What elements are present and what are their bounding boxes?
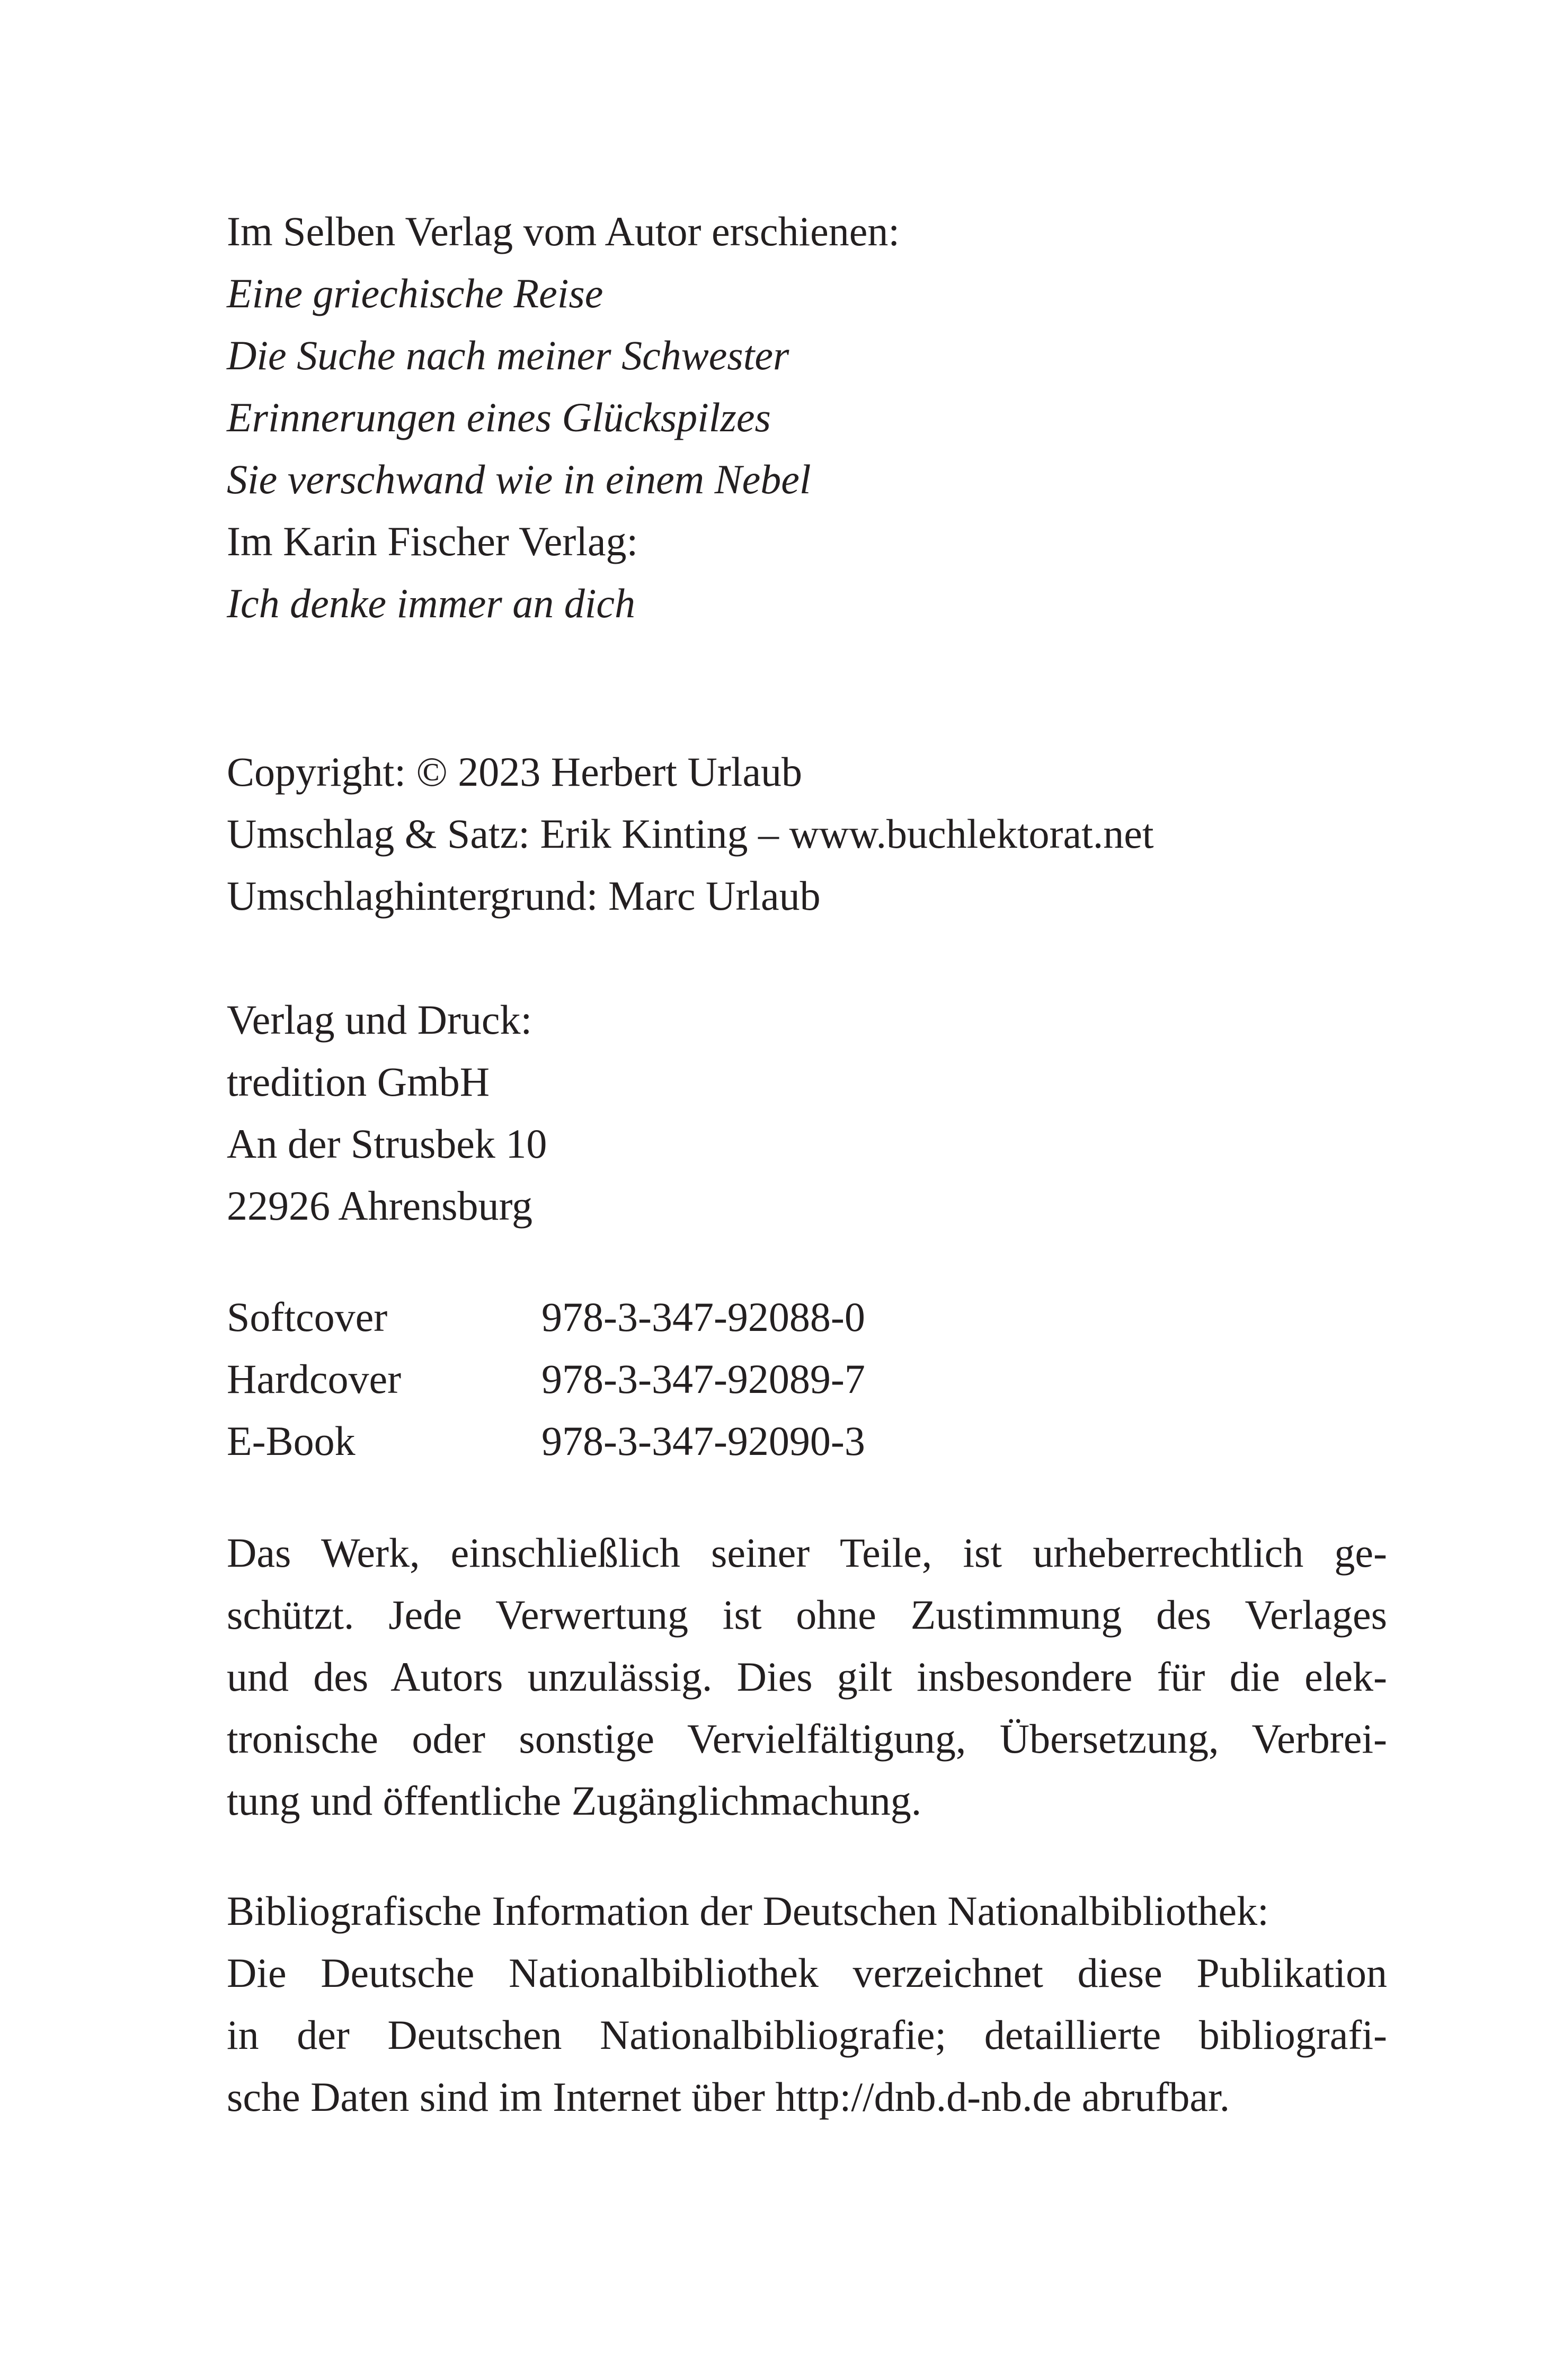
isbn-row: [227, 1286, 1387, 1348]
isbn-format: E-Book: [227, 1418, 356, 1464]
book-title: Sie verschwand wie in einem Nebel: [227, 456, 811, 502]
isbn-format: Hardcover: [227, 1356, 402, 1402]
isbn-table: [227, 1286, 1387, 1472]
isbn-number: 978-3-347-92089-7: [541, 1356, 865, 1402]
bibliography-line: in der Deutschen Nationalbibliografie; detaillierte bibliografi-: [227, 2012, 1387, 2058]
isbn-row: [227, 1410, 1387, 1472]
copyright-line: Copyright: © 2023 Herbert Urlaub: [227, 749, 803, 795]
isbn-number: 978-3-347-92090-3: [541, 1418, 865, 1464]
rights-line: tronische oder sonstige Vervielfältigung, Übersetzung, Verbrei-: [227, 1716, 1387, 1762]
isbn-number: 978-3-347-92088-0: [541, 1294, 865, 1340]
publisher-city: 22926 Ahrensburg: [227, 1183, 533, 1229]
rights-line: und des Autors unzulässig. Dies gilt insbesondere für die elek-: [227, 1654, 1387, 1700]
book-title: Eine griechische Reise: [227, 270, 603, 316]
cover-background-credit: Umschlaghintergrund: Marc Urlaub: [227, 873, 821, 919]
publisher-street: An der Strusbek 10: [227, 1121, 547, 1167]
publisher-name: tredition GmbH: [227, 1059, 490, 1105]
rights-notice: [227, 1522, 1387, 1832]
other-publisher-heading: Im Karin Fischer Verlag:: [227, 518, 638, 564]
book-title: Erinnerungen eines Glückspilzes: [227, 394, 771, 440]
isbn-format: Softcover: [227, 1294, 388, 1340]
book-title: Die Suche nach meiner Schwester: [227, 332, 789, 378]
isbn-row: [227, 1348, 1387, 1410]
cover-layout-credit: Umschlag & Satz: Erik Kinting – www.buchlektorat.net: [227, 811, 1154, 857]
other-books-heading: Im Selben Verlag vom Autor erschienen:: [227, 208, 900, 254]
bibliography-line: Die Deutsche Nationalbibliothek verzeichnet diese Publikation: [227, 1950, 1387, 1996]
other-books-section: [227, 200, 1387, 634]
bibliography-notice: [227, 1880, 1387, 2128]
bibliography-line: Bibliografische Information der Deutschen Nationalbibliothek:: [227, 1888, 1269, 1934]
book-title: Ich denke immer an dich: [227, 580, 636, 626]
rights-line: Das Werk, einschließlich seiner Teile, ist urheberrechtlich ge-: [227, 1530, 1387, 1576]
credits-section: [227, 741, 1387, 927]
rights-line: schützt. Jede Verwertung ist ohne Zustimmung des Verlages: [227, 1592, 1387, 1638]
publisher-label: Verlag und Druck:: [227, 997, 532, 1043]
rights-line: tung und öffentliche Zugänglichmachung.: [227, 1778, 922, 1824]
bibliography-line: sche Daten sind im Internet über http://dnb.d-nb.de abrufbar.: [227, 2074, 1230, 2120]
publisher-section: [227, 989, 1387, 1237]
